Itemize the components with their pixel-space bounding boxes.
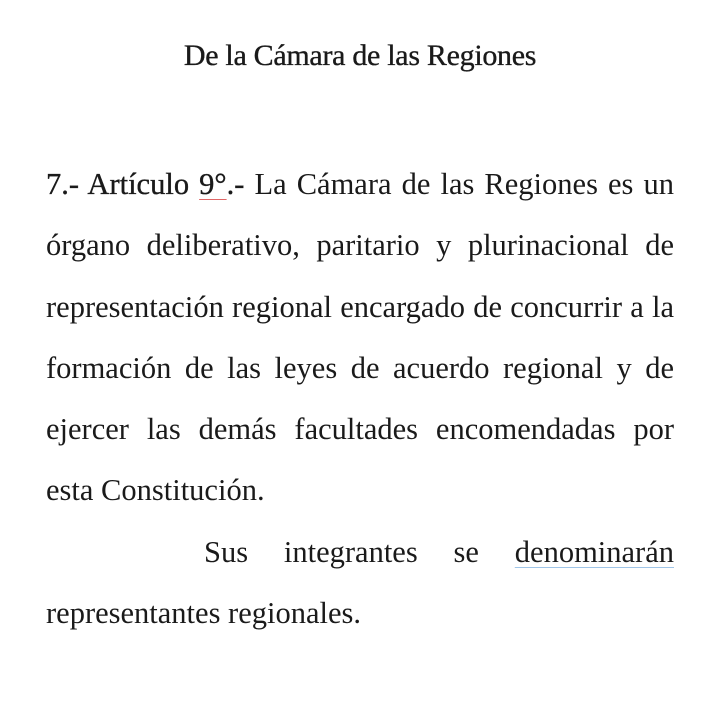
article-text: La Cámara de las Regiones es un órgano deliberativo, paritario y plurinacional de representación regional encargado de concurrir a la formación de las leyes de acuerdo regional y de ejercer las demás facultades encomendadas por esta Constitución. bbox=[46, 167, 674, 508]
document-title: De la Cámara de las Regiones bbox=[183, 39, 537, 72]
article-number: 9° bbox=[199, 167, 227, 201]
article-heading-suffix: .- bbox=[226, 167, 245, 201]
second-paragraph bbox=[46, 522, 674, 645]
grammar-marked-word: denominarán bbox=[514, 534, 674, 569]
second-paragraph-end: representantes regionales. bbox=[46, 596, 362, 631]
article-heading bbox=[46, 167, 244, 201]
document-body bbox=[46, 154, 674, 644]
article-paragraph bbox=[46, 154, 674, 522]
article-heading-prefix: 7.- Artículo bbox=[46, 167, 200, 201]
second-paragraph-start: Sus integrantes se bbox=[204, 534, 515, 569]
